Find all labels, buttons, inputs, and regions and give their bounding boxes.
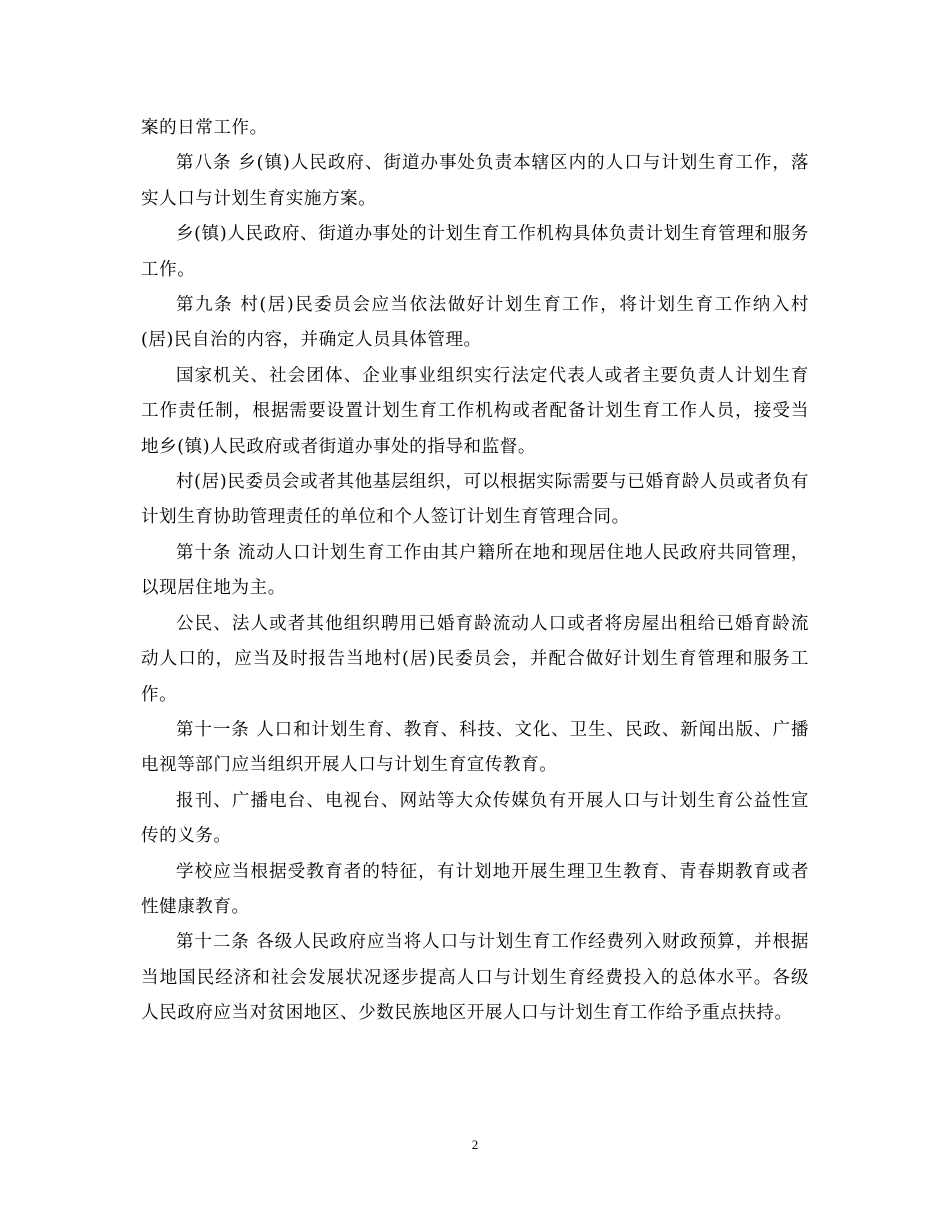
paragraph: 案的日常工作。 [141, 118, 268, 138]
paragraph: 国家机关、社会团体、企业事业组织实行法定代表人或者主要负责人计划生育工作责任制，根据需要设置计划生育工作机构或者配备计划生育工作人员，接受当地乡(镇)人民政府或者街道办事处的指导和监督。 [141, 365, 809, 457]
page-number: 2 [471, 1137, 479, 1152]
paragraph: 学校应当根据受教育者的特征，有计划地开展生理卫生教育、青春期教育或者性健康教育。 [141, 861, 809, 917]
paragraph: 乡(镇)人民政府、街道办事处的计划生育工作机构具体负责计划生育管理和服务工作。 [141, 224, 809, 280]
paragraph: 第十条 流动人口计划生育工作由其户籍所在地和现居住地人民政府共同管理，以现居住地为主。 [141, 542, 809, 599]
paragraph: 第十二条 各级人民政府应当将人口与计划生育工作经费列入财政预算，并根据当地国民经济和社会发展状况逐步提高人口与计划生育经费投入的总体水平。各级人民政府应当对贫困地区、少数民族地区开展人口与计划生育工作给予重点扶持。 [141, 932, 809, 1024]
paragraph: 报刊、广播电台、电视台、网站等大众传媒负有开展人口与计划生育公益性宣传的义务。 [141, 790, 809, 847]
paragraph: 第八条 乡(镇)人民政府、街道办事处负责本辖区内的人口与计划生育工作，落实人口与计划生育实施方案。 [141, 153, 809, 209]
paragraph: 第九条 村(居)民委员会应当依法做好计划生育工作，将计划生育工作纳入村(居)民自治的内容，并确定人员具体管理。 [141, 295, 809, 351]
document-body [141, 111, 809, 1032]
paragraph: 村(居)民委员会或者其他基层组织，可以根据实际需要与已婚育龄人员或者负有计划生育协助管理责任的单位和个人签订计划生育管理合同。 [141, 472, 809, 528]
paragraph: 公民、法人或者其他组织聘用已婚育龄流动人口或者将房屋出租给已婚育龄流动人口的，应当及时报告当地村(居)民委员会，并配合做好计划生育管理和服务工作。 [141, 613, 809, 705]
paragraph: 第十一条 人口和计划生育、教育、科技、文化、卫生、民政、新闻出版、广播电视等部门应当组织开展人口与计划生育宣传教育。 [141, 719, 809, 776]
